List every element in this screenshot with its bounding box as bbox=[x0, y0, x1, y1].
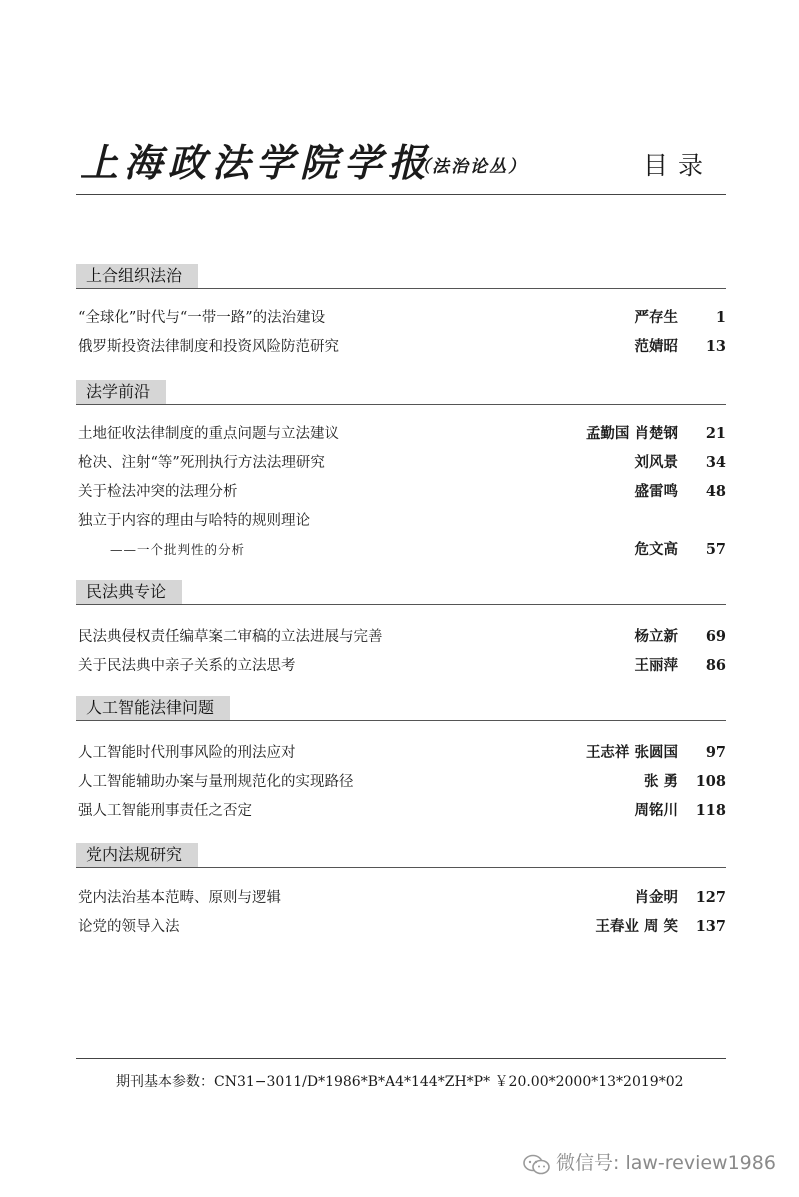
section-label: 党内法规研究 bbox=[76, 843, 198, 867]
article-page: 57 bbox=[705, 541, 726, 558]
article-page: 69 bbox=[705, 628, 726, 645]
article-title: 关于检法冲突的法理分析 bbox=[78, 484, 238, 500]
journal-parameters: 期刊基本参数：CN31−3011/D*1986*B*A4*144*ZH*P* ￥20.00*2000*13*2019*02 bbox=[116, 1074, 684, 1090]
toc-entry[interactable] bbox=[76, 915, 726, 939]
article-page: 137 bbox=[695, 918, 726, 935]
section-label: 法学前沿 bbox=[76, 380, 166, 404]
article-author: 盛雷鸣 bbox=[634, 483, 678, 500]
article-page: 118 bbox=[695, 802, 726, 819]
journal-title: 上海政法学院学报 bbox=[80, 140, 433, 185]
toc-label: 目录 bbox=[643, 151, 714, 180]
article-page: 48 bbox=[705, 483, 726, 500]
article-title: 土地征收法律制度的重点问题与立法建议 bbox=[78, 426, 339, 442]
section-header bbox=[76, 264, 726, 289]
section-header bbox=[76, 380, 726, 405]
toc-entry[interactable] bbox=[76, 509, 726, 533]
article-author: 王志祥 张圆国 bbox=[585, 744, 678, 761]
header-rule bbox=[76, 194, 726, 195]
toc-entry[interactable] bbox=[76, 480, 726, 504]
article-page: 21 bbox=[705, 425, 726, 442]
toc-entry[interactable] bbox=[76, 625, 726, 649]
article-subtitle: ——一个批判性的分析 bbox=[110, 542, 246, 557]
article-author: 肖金明 bbox=[634, 889, 678, 906]
article-title: 强人工智能刑事责任之否定 bbox=[78, 803, 252, 819]
article-page: 86 bbox=[705, 657, 726, 674]
toc-entry[interactable] bbox=[76, 451, 726, 475]
article-author: 王春业 周 笑 bbox=[595, 918, 678, 935]
toc-entry[interactable] bbox=[76, 422, 726, 446]
footer-rule bbox=[76, 1058, 726, 1059]
article-author: 周铭川 bbox=[634, 802, 678, 819]
article-title: 人工智能时代刑事风险的刑法应对 bbox=[78, 745, 296, 761]
article-page: 1 bbox=[715, 309, 726, 326]
article-page: 127 bbox=[695, 889, 726, 906]
article-title: 民法典侵权责任编草案二审稿的立法进展与完善 bbox=[78, 629, 383, 645]
article-title: 人工智能辅助办案与量刑规范化的实现路径 bbox=[78, 774, 354, 790]
article-author: 孟勤国 肖楚钢 bbox=[585, 425, 678, 442]
article-author: 危文高 bbox=[634, 541, 678, 558]
section-label: 民法典专论 bbox=[76, 580, 182, 604]
toc-entry[interactable] bbox=[76, 770, 726, 794]
wechat-watermark-text: 微信号: law-review1986 bbox=[556, 1152, 776, 1174]
section-header bbox=[76, 696, 726, 721]
toc-entry[interactable] bbox=[76, 799, 726, 823]
article-title: “全球化”时代与“一带一路”的法治建设 bbox=[78, 310, 326, 326]
article-author: 范婧昭 bbox=[634, 338, 678, 355]
toc-entry[interactable] bbox=[76, 741, 726, 765]
article-author: 王丽萍 bbox=[634, 657, 678, 674]
toc-entry[interactable] bbox=[76, 886, 726, 910]
section-header bbox=[76, 580, 726, 605]
section-header bbox=[76, 843, 726, 868]
article-author: 刘风景 bbox=[634, 454, 678, 471]
toc-entry[interactable] bbox=[76, 654, 726, 678]
article-title: 党内法治基本范畴、原则与逻辑 bbox=[78, 890, 281, 906]
article-page: 13 bbox=[705, 338, 726, 355]
section-label: 上合组织法治 bbox=[76, 264, 198, 288]
article-page: 97 bbox=[705, 744, 726, 761]
toc-entry[interactable] bbox=[76, 306, 726, 330]
section-label: 人工智能法律问题 bbox=[76, 696, 230, 720]
article-title: 独立于内容的理由与哈特的规则理论 bbox=[78, 513, 310, 529]
article-title: 关于民法典中亲子关系的立法思考 bbox=[78, 658, 296, 674]
toc-entry[interactable] bbox=[76, 335, 726, 359]
journal-subtitle: （法治论丛） bbox=[413, 157, 527, 177]
toc-entry-continuation[interactable] bbox=[76, 538, 726, 562]
article-page: 34 bbox=[705, 454, 726, 471]
wechat-icon bbox=[522, 1153, 552, 1177]
article-title: 论党的领导入法 bbox=[78, 919, 180, 935]
article-title: 俄罗斯投资法律制度和投资风险防范研究 bbox=[78, 339, 339, 355]
article-author: 杨立新 bbox=[634, 628, 678, 645]
article-author: 张 勇 bbox=[643, 773, 678, 790]
article-page: 108 bbox=[695, 773, 726, 790]
article-author: 严存生 bbox=[634, 309, 678, 326]
article-title: 枪决、注射“等”死刑执行方法法理研究 bbox=[78, 455, 325, 471]
